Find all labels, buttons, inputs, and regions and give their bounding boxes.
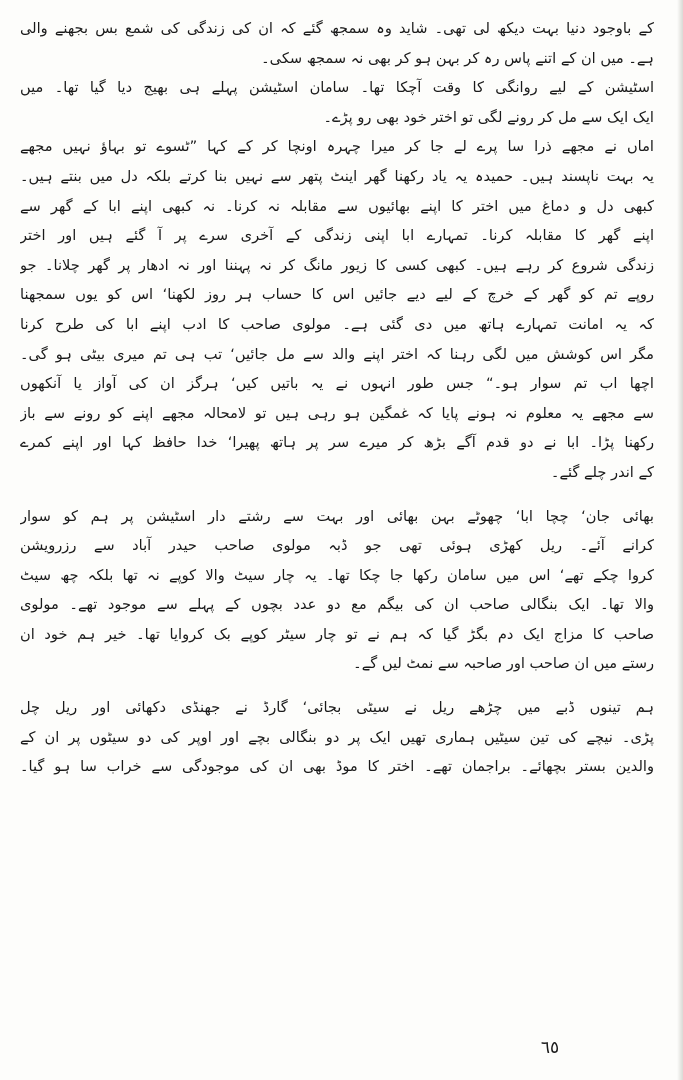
- text-line: اپنے گھر کا مقابلہ کرنا۔ تمہارے ابا اپنی زندگی کے آخری سرے پر آ گئے ہیں اور اختر: [20, 227, 654, 245]
- text-line: ہم تینوں ڈبے میں چڑھے ریل نے سیٹی بجائی‘ گارڈ نے جھنڈی دکھائی اور ریل چل: [20, 699, 654, 717]
- text-line: صاحب کا مزاج ایک دم بگڑ گیا کہ ہم نے تو چار سیٹر کوپے بک کروایا تھا۔ خیر ہم خود ان: [20, 625, 654, 643]
- text-line: اسٹیشن کے لیے روانگی کا وقت آچکا تھا۔ سامان اسٹیشن پہلے ہی بھیج دیا گیا تھا۔ میں: [20, 79, 654, 97]
- page-text: [20, 14, 654, 782]
- text-line: زندگی شروع کر رہے ہیں۔ کبھی کسی کا زیور مانگ کر نہ پہننا اور نہ ادھار پر گھر چلانا۔ جو: [20, 256, 654, 274]
- text-line: رکھنا پڑا۔ ابا نے دو قدم آگے بڑھ کر میرے سر پر ہاتھ پھیرا‘ خدا حافظ کہا اور اپنے کمرے: [20, 434, 654, 452]
- text-line: روپے تم کو گھر کے خرچ کے لیے دیے جائیں اس کا حساب ہر روز لکھنا‘ اس کو یوں سمجھنا: [20, 286, 654, 304]
- text-line: اچھا اب تم سوار ہو۔“ جس طور انہوں نے یہ باتیں کیں‘ ہرگز ان کی آواز یا آنکھوں: [20, 375, 654, 393]
- text-line: کرانے آئے۔ ریل کھڑی ہوئی تھی جو ڈبہ مولوی صاحب حیدر آباد سے رزرویشن: [20, 537, 654, 555]
- text-line: یہ بہت ناپسند ہیں۔ حمیدہ یہ یاد رکھنا گھر اینٹ پتھر سے نہیں بنا کرتے بلکہ دل میں بنتے ہیں۔: [20, 167, 654, 185]
- text-line: کروا چکے تھے‘ اس میں سامان رکھا جا چکا تھا۔ یہ چار سیٹ والا کوپے نہ تھا بلکہ چھ سیٹ: [20, 566, 654, 584]
- text-line: والدین بستر بچھائے۔ براجمان تھے۔ اختر کا موڈ بھی ان کی موجودگی سے خراب سا ہو گیا۔: [20, 758, 654, 776]
- page-edge-shadow: [677, 0, 683, 1080]
- paragraph-gap: [20, 488, 654, 502]
- text-line: ہے۔ میں ان کے اتنے پاس رہ کر بہن ہو کر بھی نہ سمجھ سکی۔: [261, 49, 654, 67]
- text-line: کے اندر چلے گئے۔: [550, 463, 654, 481]
- text-line: والا تھا۔ ایک بنگالی صاحب ان کی بیگم مع دو عدد بچوں کے پہلے سے موجود تھے۔ مولوی: [20, 596, 654, 614]
- text-line: سے مجھے یہ معلوم نہ ہونے پایا کہ غمگین ہو رہی ہیں تو لامحالہ مجھے اپنے کو رونے سے باز: [20, 404, 654, 422]
- page-number: ٦٥: [540, 1038, 560, 1058]
- text-line: کے باوجود دنیا بہت دیکھ لی تھی۔ شاید وہ سمجھ گئے کہ ان کی زندگی کی شمع بس بجھنے والی: [20, 20, 654, 37]
- text-line: کبھی دل و دماغ میں اختر کا اپنے بھائیوں سے مقابلہ نہ کرنا۔ نہ کبھی اپنے ابا کے گھر سے: [20, 197, 654, 215]
- text-line: بھائی جان‘ چچا ابا‘ چھوٹے بہن بھائی اور بہت سے رشتے دار اسٹیشن پر ہم کو سوار: [20, 507, 654, 525]
- text-line: ایک ایک سے مل کر رونے لگی تو اختر خود بھی رو پڑے۔: [323, 108, 654, 126]
- text-line: اماں نے مجھے ذرا سا پرے لے جا کر میرا چہرہ اونچا کر کے کہا ”ٹسوے تو بہاؤ نہیں مجھے: [20, 138, 654, 156]
- text-line: مگر اس کوشش میں لگی رہنا کہ اختر اپنے والد سے مل جائیں‘ تب ہی تم میری بیٹی ہو گی۔: [20, 345, 654, 363]
- text-line: کہ یہ امانت تمہارے ہاتھ میں دی گئی ہے۔ مولوی صاحب کا ادب اپنے ابا کی طرح کرنا: [20, 315, 654, 333]
- text-line: رستے میں ان صاحب اور صاحبہ سے نمٹ لیں گے۔: [353, 655, 654, 673]
- text-line: پڑی۔ نیچے کی تین سیٹیں ہماری تھیں ایک پر دو بنگالی بچے اور اوپر کی دو سیٹوں پر ان کے: [20, 728, 654, 746]
- paragraph-gap: [20, 679, 654, 693]
